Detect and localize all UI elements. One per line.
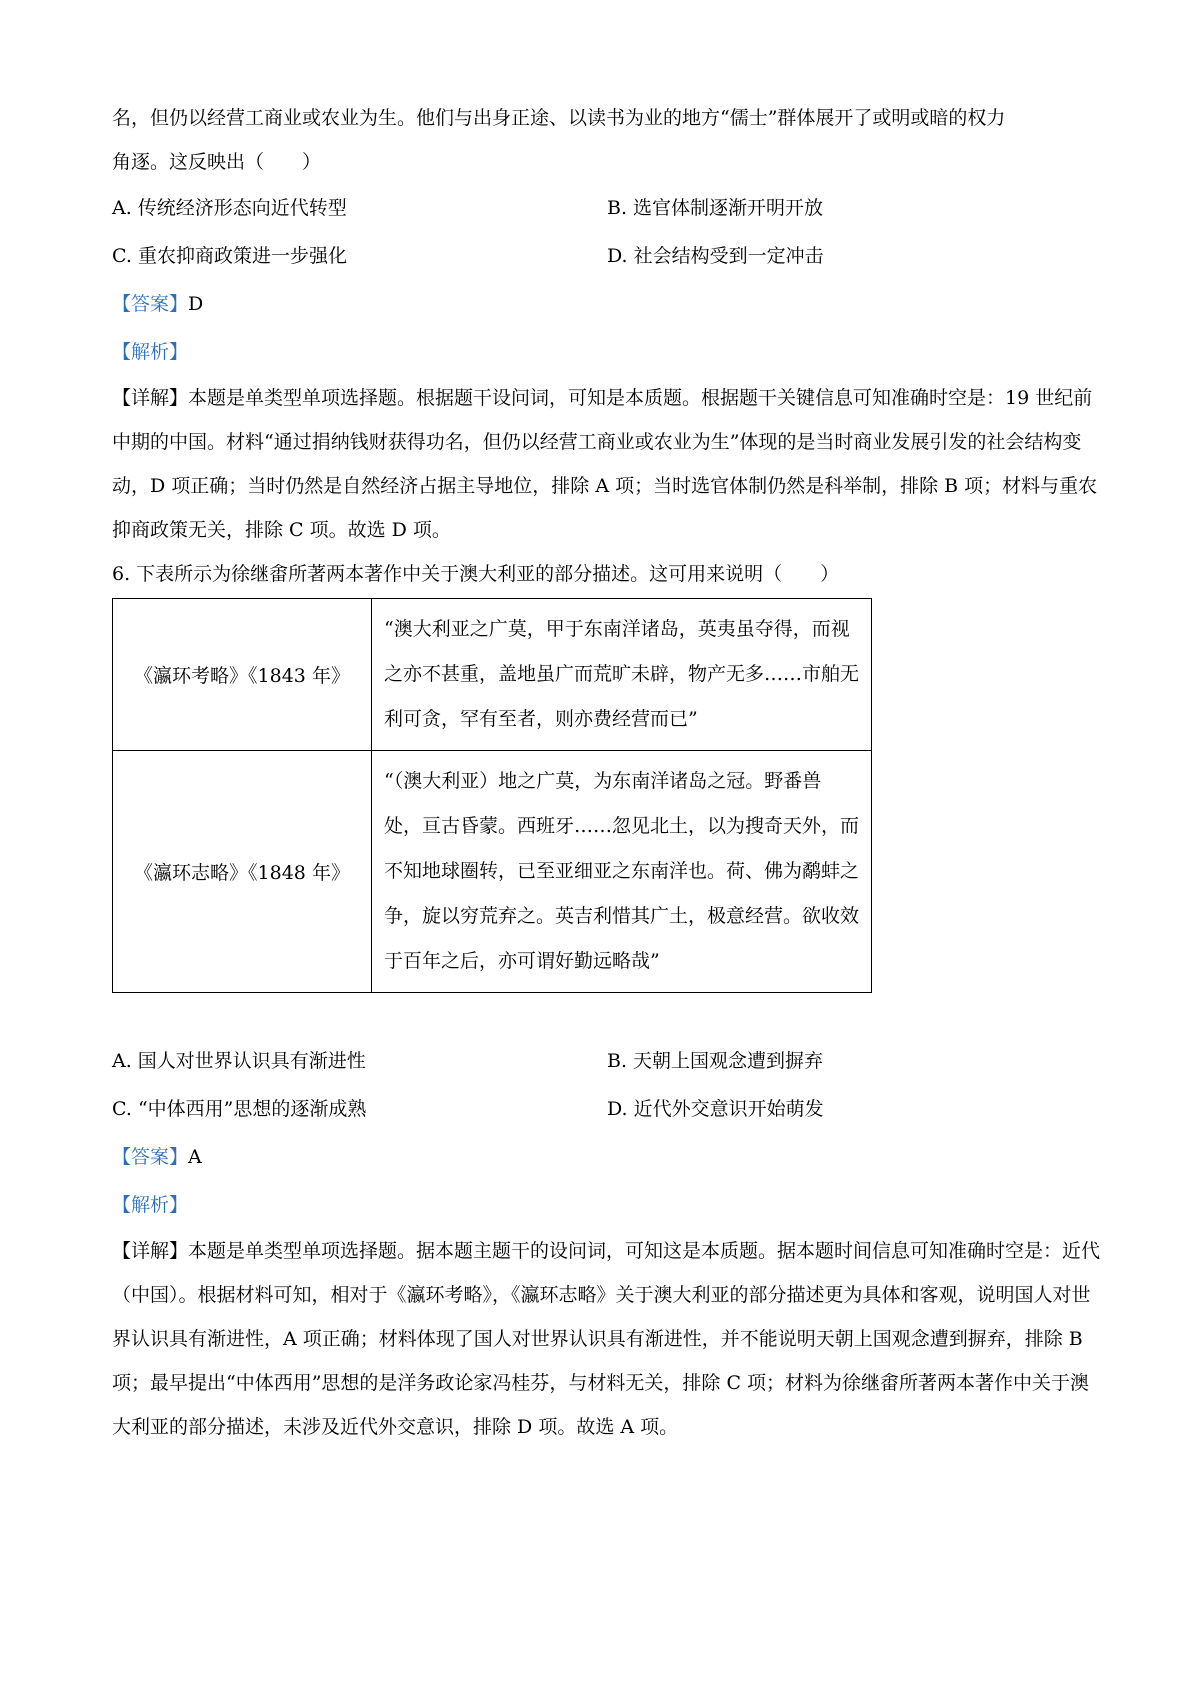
- q5-option-d: D. 社会结构受到一定冲击: [607, 245, 824, 267]
- q6-analysis: [112, 1181, 1104, 1229]
- q6-option-c: C. “中体西用”思想的逐渐成熟: [112, 1098, 367, 1120]
- q5-stem-line2: 角逐。这反映出（ ）: [112, 151, 322, 173]
- q6-answer-label: 【答案】: [112, 1146, 189, 1168]
- q6-option-a: A. 国人对世界认识具有渐进性: [112, 1050, 366, 1072]
- q5-option-a: A. 传统经济形态向近代转型: [112, 197, 347, 219]
- q5-detail-label: 【详解】: [112, 387, 189, 409]
- spacer: [112, 993, 1104, 1037]
- q6-table-quote-2: “（澳大利亚）地之广莫，为东南洋诸岛之冠。野番兽处，亘古昏蒙。西班牙……忽见北土，以为搜奇天外，而不知地球圈转，已至亚细亚之东南洋也。荷、佛为鹬蚌之争，旋以穷荒弃之。英吉利惜其广土，极意经营。欲收效于百年之后，亦可谓好勤远略哉”: [372, 751, 872, 993]
- q5-analysis: [112, 328, 1104, 376]
- q5-option-c: C. 重农抑商政策进一步强化: [112, 245, 347, 267]
- q5-answer-label: 【答案】: [112, 293, 189, 315]
- q5-detail-text: 本题是单类型单项选择题。根据题干设问词，可知是本质题。根据题干关键信息可知准确时空是：19 世纪前中期的中国。材料“通过捐纳钱财获得功名，但仍以经营工商业或农业为生”体现的是当时商业发展引发的社会结构变动，D 项正确；当时仍然是自然经济占据主导地位，排除 A 项；当时选官体制仍然是科举制，排除 B 项；材料与重农抑商政策无关，排除 C 项。故选 D 项。: [112, 387, 1098, 541]
- q6-detail: [112, 1229, 1104, 1449]
- table-row: [113, 751, 872, 993]
- q6-table-quote-1: “澳大利亚之广莫，甲于东南洋诸岛，英夷虽夺得，而视之亦不甚重，盖地虽广而荒旷未辟，物产无多……市舶无利可贪，罕有至者，则亦费经营而已”: [372, 599, 872, 751]
- q5-analysis-label: 【解析】: [112, 341, 189, 363]
- q6-answer-value: A: [188, 1146, 202, 1168]
- q6-material-table: [112, 598, 872, 993]
- q6-detail-label: 【详解】: [112, 1240, 189, 1262]
- page-content: [112, 96, 1104, 1449]
- q6-option-d: D. 近代外交意识开始萌发: [607, 1098, 824, 1120]
- q6-detail-text: 本题是单类型单项选择题。据本题主题干的设问词，可知这是本质题。据本题时间信息可知准确时空是：近代（中国）。根据材料可知，相对于《瀛环考略》，《瀛环志略》关于澳大利亚的部分描述更为具体和客观，说明国人对世界认识具有渐进性，A 项正确；材料体现了国人对世界认识具有渐进性，并不能说明天朝上国观念遭到摒弃，排除 B 项；最早提出“中体西用”思想的是洋务政论家冯桂芬，与材料无关，排除 C 项；材料为徐继畬所著两本著作中关于澳大利亚的部分描述，未涉及近代外交意识，排除 D 项。故选 A 项。: [112, 1240, 1101, 1438]
- q6-options: [112, 1037, 1104, 1133]
- q5-options: [112, 184, 1104, 280]
- q5-answer-value: D: [188, 293, 204, 315]
- q5-detail: [112, 376, 1104, 552]
- q5-option-b: B. 选官体制逐渐开明开放: [607, 197, 824, 219]
- q6-answer: [112, 1133, 1104, 1181]
- q6-stem: 6. 下表所示为徐继畬所著两本著作中关于澳大利亚的部分描述。这可用来说明（ ）: [112, 563, 840, 585]
- q6-table-book-2: 《瀛环志略》《1848 年》: [113, 751, 372, 993]
- q6-analysis-label: 【解析】: [112, 1194, 189, 1216]
- q6-option-b: B. 天朝上国观念遭到摒弃: [607, 1050, 824, 1072]
- q6-table-book-1: 《瀛环考略》《1843 年》: [113, 599, 372, 751]
- q5-answer: [112, 280, 1104, 328]
- table-row: [113, 599, 872, 751]
- q5-stem-line1: 名，但仍以经营工商业或农业为生。他们与出身正途、以读书为业的地方“儒士”群体展开了或明或暗的权力: [112, 107, 1006, 129]
